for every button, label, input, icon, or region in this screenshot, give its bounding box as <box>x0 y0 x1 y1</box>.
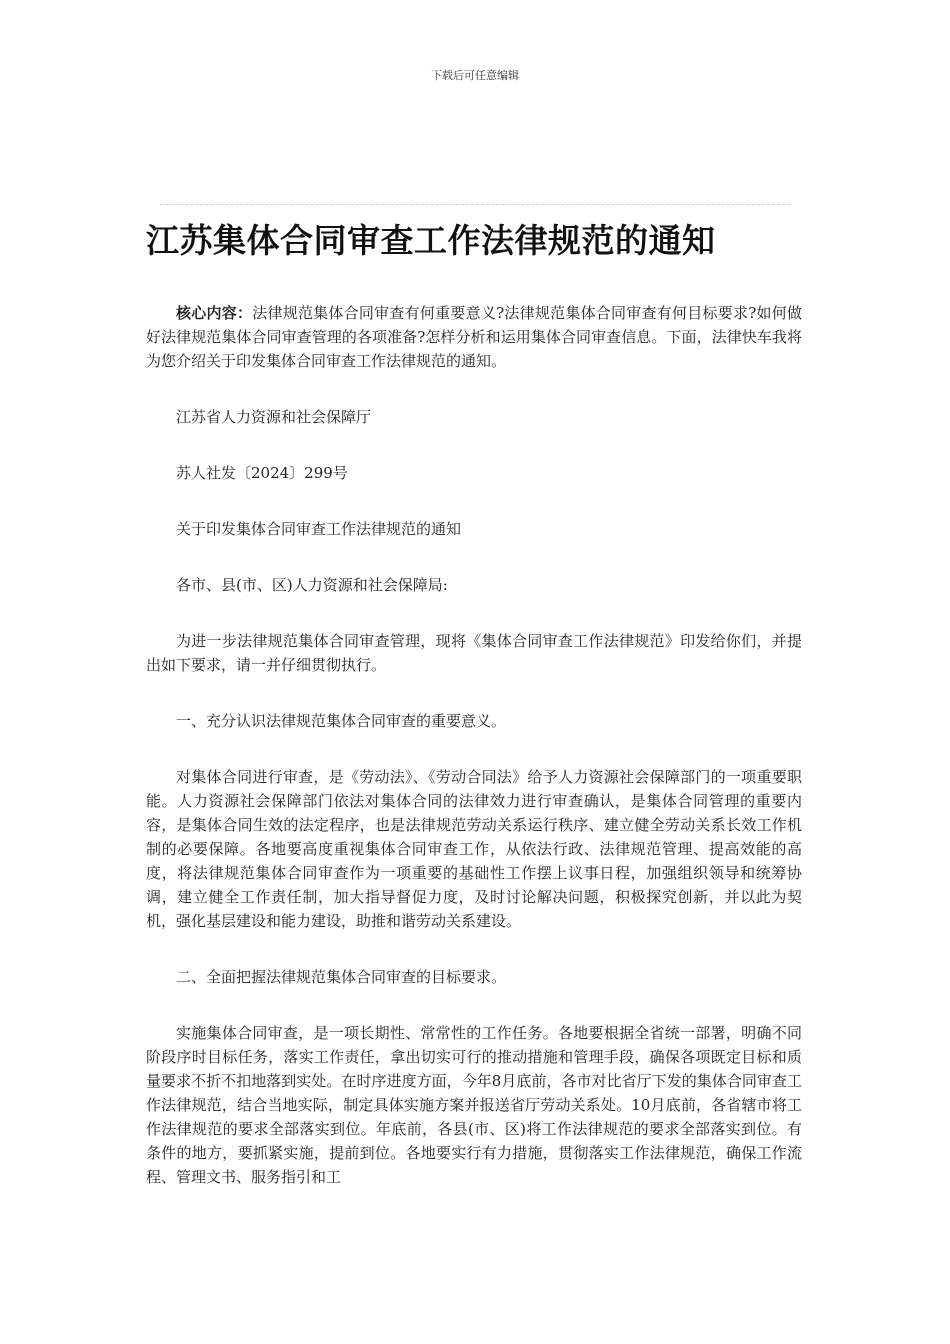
intro-paragraph <box>146 301 802 373</box>
header-divider <box>160 204 790 205</box>
body-paragraph: 实施集体合同审查，是一项长期性、常常性的工作任务。各地要根据全省统一部署，明确不同阶段序时目标任务，落实工作责任，拿出切实可行的推动措施和管理手段，确保各项既定目标和质量要求不折不扣地落到实处。在时序进度方面，今年8月底前，各市对比省厅下发的集体合同审查工作法律规范，结合当地实际，制定具体实施方案并报送省厅劳动关系处。10月底前，各省辖市将工作法律规范的要求全部落实到位。年底前，各县(市、区)将工作法律规范的要求全部落实到位。有条件的地方，要抓紧实施，提前到位。各地要实行有力措施，贯彻落实工作法律规范，确保工作流程、管理文书、服务指引和工 <box>146 1024 802 1186</box>
addressee-line: 各市、县(市、区)人力资源和社会保障局: <box>176 576 448 594</box>
intro-label: 核心内容： <box>176 304 253 322</box>
document-body <box>146 218 802 1221</box>
document-title: 江苏集体合同审查工作法律规范的通知 <box>146 221 716 260</box>
document-number: 苏人社发〔2024〕299号 <box>176 464 348 482</box>
page-header-note: 下载后可任意编辑 <box>431 69 519 82</box>
section-heading: 一、充分认识法律规范集体合同审查的重要意义。 <box>176 712 507 730</box>
body-paragraph: 对集体合同进行审查，是《劳动法》、《劳动合同法》给予人力资源社会保障部门的一项重要职能。人力资源社会保障部门依法对集体合同的法律效力进行审查确认，是集体合同管理的重要内容，是集体合同生效的法定程序，也是法律规范劳动关系运行秩序、建立健全劳动关系长效工作机制的必要保障。各地要高度重视集体合同审查工作，从依法行政、法律规范管理、提高效能的高度，将法律规范集体合同审查作为一项重要的基础性工作摆上议事日程，加强组织领导和统筹协调，建立健全工作责任制，加大指导督促力度，及时讨论解决问题，积极探究创新，并以此为契机，强化基层建设和能力建设，助推和谐劳动关系建设。 <box>146 768 802 930</box>
issuer-line: 江苏省人力资源和社会保障厅 <box>176 408 372 426</box>
notice-title: 关于印发集体合同审查工作法律规范的通知 <box>176 520 462 538</box>
section-heading: 二、全面把握法律规范集体合同审查的目标要求。 <box>176 968 507 986</box>
intro-text: 法律规范集体合同审查有何重要意义?法律规范集体合同审查有何目标要求?如何做好法律规范集体合同审查管理的各项准备?怎样分析和运用集体合同审查信息。下面，法律快车我将为您介绍关于印发集体合同审查工作法律规范的通知。 <box>146 304 802 370</box>
body-paragraph: 为进一步法律规范集体合同审查管理，现将《集体合同审查工作法律规范》印发给你们，并提出如下要求，请一并仔细贯彻执行。 <box>146 632 802 674</box>
